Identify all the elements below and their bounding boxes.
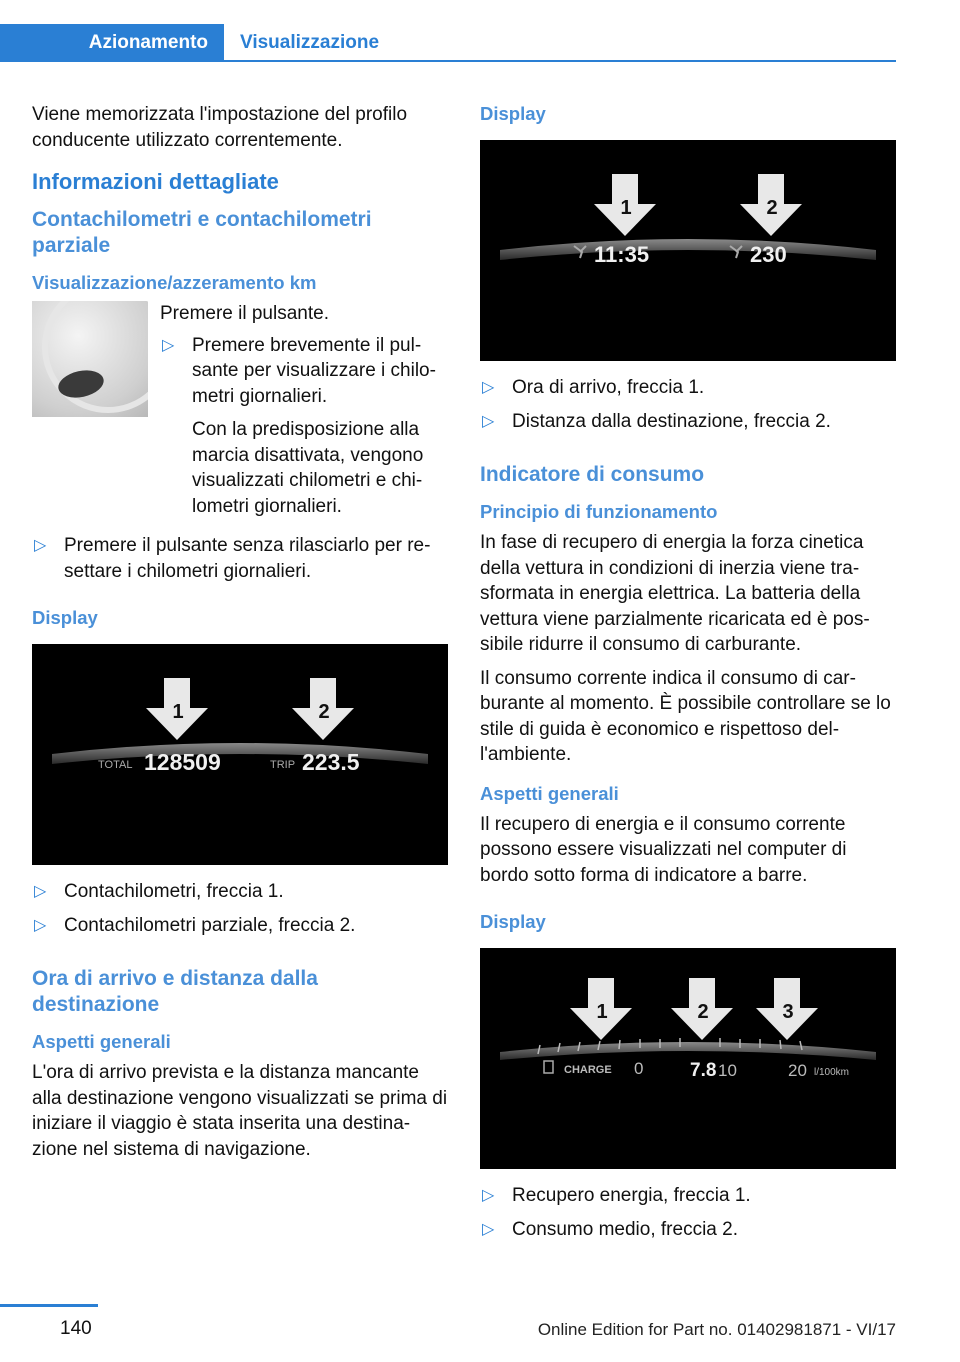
general-text: Il recupero di energia e il consumo corrente possono essere visualizzati nel computer di bordo sotto forma di indicatore a barre. (480, 813, 847, 886)
list-item: ▷ Contachilometri parziale, freccia 2. (32, 913, 448, 939)
heading-ora-arrivo: Ora di arrivo e distanza dalla destinazione (32, 967, 318, 1016)
tick-0: 0 (634, 1059, 644, 1078)
consumption-value: 7.8 (690, 1060, 717, 1081)
list-item: ▷ Premere il pulsante senza rilasciarlo per resettare i chilometri giornalieri. (34, 535, 431, 582)
arrow-2-label: 2 (318, 701, 330, 723)
current-consumption-text: Il consumo corrente indica il consumo di carburante al momento. È possibile controllare se lo stile di guida è economico e rispettoso dell'ambiente. (480, 667, 891, 765)
arrival-text: L'ora di arrivo prevista e la distanza mancante alla destinazione vengono visualizzati se prima di iniziare il viaggio è stata inserita una destinazione nel sistema di navigazione. (32, 1062, 448, 1160)
arrow-1-label: 1 (172, 701, 184, 723)
display-label: Display (480, 103, 546, 124)
arrow-2-label: 2 (766, 197, 778, 219)
triangle-right-icon: ▷ (482, 412, 495, 430)
heading-indicatore-consumo: Indicatore di consumo (480, 463, 705, 486)
total-value: 128509 (144, 749, 221, 775)
odometer-display-image (32, 644, 448, 865)
fuel-pump-icon (544, 1061, 553, 1073)
tab-azionamento[interactable]: Azionamento (0, 24, 224, 62)
press-button-text: Premere il pulsante. (160, 303, 329, 324)
heading-principio: Principio di funzionamento (480, 501, 718, 522)
edition-text: Online Edition for Part no. 01402981871 - VI/17 (537, 1320, 896, 1339)
trip-value: 223.5 (302, 749, 360, 775)
total-label: TOTAL (98, 759, 133, 771)
header-rule (224, 60, 896, 62)
unit-label: l/100km (814, 1067, 850, 1078)
heading-informazioni: Informazioni dettagliate (32, 169, 279, 194)
heading-contachilometri: Contachilometri e contachilometri parziale (32, 208, 372, 257)
triangle-right-icon: ▷ (482, 1220, 495, 1238)
footer-rule (0, 1304, 98, 1307)
list-item: ▷ Ora di arrivo, freccia 1. (480, 375, 896, 401)
triangle-right-icon: ▷ (34, 883, 47, 900)
consumption-display-image (480, 948, 896, 1169)
list-item: ▷ Distanza dalla destinazione, freccia 2. (480, 409, 896, 435)
page-header (0, 0, 960, 64)
list-item: ▷ Contachilometri, freccia 1. (32, 879, 448, 905)
arrow-2-label: 2 (697, 1001, 709, 1023)
button-photo (32, 301, 148, 417)
intro-text: Viene memorizzata l'impostazione del profilo conducente utilizzato correntemente. (32, 104, 408, 151)
tick-20: 20 (788, 1061, 807, 1080)
triangle-right-icon: ▷ (34, 537, 47, 554)
reset-instructions (32, 301, 448, 527)
heading-azzeramento: Visualizzazione/azzeramento km (32, 272, 317, 293)
arrow-1-label: 1 (596, 1001, 608, 1023)
sub-paragraph: Con la predisposizione alla marcia disattivata, vengono visualizzati chilometri e chilometri giornalieri. (192, 419, 424, 517)
left-column (32, 102, 448, 1170)
list-item: ▷ Recupero energia, freccia 1. (480, 1183, 896, 1209)
triangle-right-icon: ▷ (482, 1187, 495, 1204)
triangle-right-icon: ▷ (162, 336, 175, 354)
display-label: Display (480, 911, 546, 932)
principle-text: In fase di recupero di energia la forza cinetica della vettura in condizioni di inerzia viene trasformata in energia elettrica. La batteria della vettura viene parzialmente ricaricata ed è possibile ridurre il consumo di carburante. (480, 532, 870, 655)
heading-aspetti-generali: Aspetti generali (480, 782, 619, 804)
list-item: ▷ Consumo medio, freccia 2. (480, 1217, 896, 1243)
right-column (480, 102, 896, 1250)
distance-value: 230 (750, 242, 787, 267)
trip-label: TRIP (270, 759, 296, 771)
arrival-time-value: 11:35 (594, 242, 650, 267)
list-item: ▷ Premere brevemente il pulsante per visualizzare i chilometri giornalieri. (162, 334, 436, 407)
tab-visualizzazione[interactable]: Visualizzazione (240, 32, 380, 53)
tick-10: 10 (718, 1061, 737, 1080)
arrival-display-image (480, 140, 896, 361)
triangle-right-icon: ▷ (482, 379, 495, 396)
charge-label: CHARGE (564, 1064, 612, 1076)
arrow-1-label: 1 (620, 197, 632, 219)
heading-aspetti-generali: Aspetti generali (32, 1031, 171, 1052)
page-number: 140 (60, 1318, 92, 1339)
display-label: Display (32, 607, 98, 628)
arrow-3-label: 3 (782, 1001, 794, 1023)
triangle-right-icon: ▷ (34, 916, 47, 934)
